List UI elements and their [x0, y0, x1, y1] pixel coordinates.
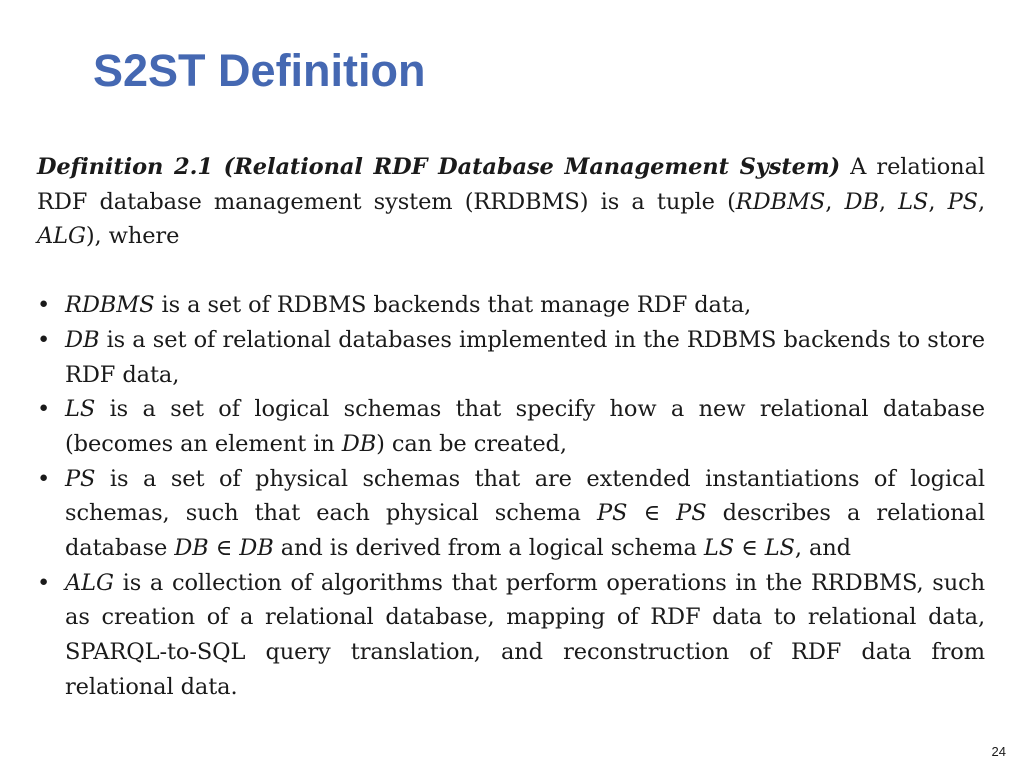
symbol-alg: ALG: [37, 223, 86, 250]
symbol-rdbms: RDBMS: [65, 292, 155, 319]
definition-intro-text: A relational RDF database management system (RRDBMS) is a tuple (: [37, 154, 985, 215]
bullet-marker: •: [37, 326, 51, 353]
definition-bullet-list: [37, 288, 985, 704]
list-item: [37, 462, 985, 566]
tuple-separator: ,: [825, 188, 845, 215]
math-expression: PS ∈: [597, 500, 677, 527]
slide-title: S2ST Definition: [93, 45, 426, 96]
bullet-text: ) can be created,: [376, 430, 567, 457]
symbol-rdbms: RDBMS: [735, 188, 826, 215]
bullet-text: is a collection of algorithms that perform operations in the RRDBMS, such as creation of a relational database, mapping of RDF data to relational data, SPARQL-to-SQL query translation, and reconstruction of RDF data from relational data.: [65, 569, 985, 700]
bullet-marker: •: [37, 396, 51, 423]
bullet-marker: •: [37, 569, 51, 596]
symbol-db: DB: [239, 535, 274, 562]
bullet-text: and is derived from a logical schema: [273, 535, 704, 562]
tuple-separator: ,: [878, 188, 899, 215]
symbol-ps: PS: [676, 500, 707, 527]
definition-paragraph: [37, 150, 985, 254]
tuple-separator: ,: [977, 188, 986, 215]
bullet-marker: •: [37, 292, 51, 319]
math-expression: LS ∈: [703, 535, 765, 562]
definition-heading: Definition 2.1 (Relational RDF Database Management System): [37, 154, 841, 180]
symbol-ps: PS: [65, 465, 96, 492]
page-number: 24: [991, 744, 1006, 759]
math-expression: DB ∈: [174, 535, 240, 562]
symbol-db: DB: [65, 326, 100, 353]
bullet-text: is a set of physical schemas that are extended instantiations of logical schemas, such that each physical schema: [65, 465, 985, 527]
symbol-ls: LS: [764, 535, 795, 562]
definition-intro-end: ), where: [85, 223, 180, 250]
tuple-separator: ,: [928, 188, 948, 215]
bullet-text: , and: [794, 535, 851, 562]
symbol-ps: PS: [947, 188, 978, 215]
list-item: [37, 288, 985, 323]
list-item: [37, 323, 985, 392]
slide-content: [37, 150, 985, 705]
bullet-text: describes a relational database: [65, 500, 985, 562]
list-item: [37, 392, 985, 461]
symbol-ls: LS: [65, 396, 96, 423]
bullet-marker: •: [37, 465, 51, 492]
list-item: [37, 566, 985, 705]
symbol-ls: LS: [898, 188, 929, 215]
bullet-text: is a set of logical schemas that specify how a new relational database (becomes an element in: [65, 396, 985, 457]
bullet-text: is a set of RDBMS backends that manage RDF data,: [154, 292, 752, 319]
symbol-db: DB: [844, 188, 879, 215]
symbol-db: DB: [341, 430, 377, 457]
bullet-text: is a set of relational databases implemented in the RDBMS backends to store RDF data,: [65, 326, 985, 388]
symbol-alg: ALG: [65, 569, 114, 596]
